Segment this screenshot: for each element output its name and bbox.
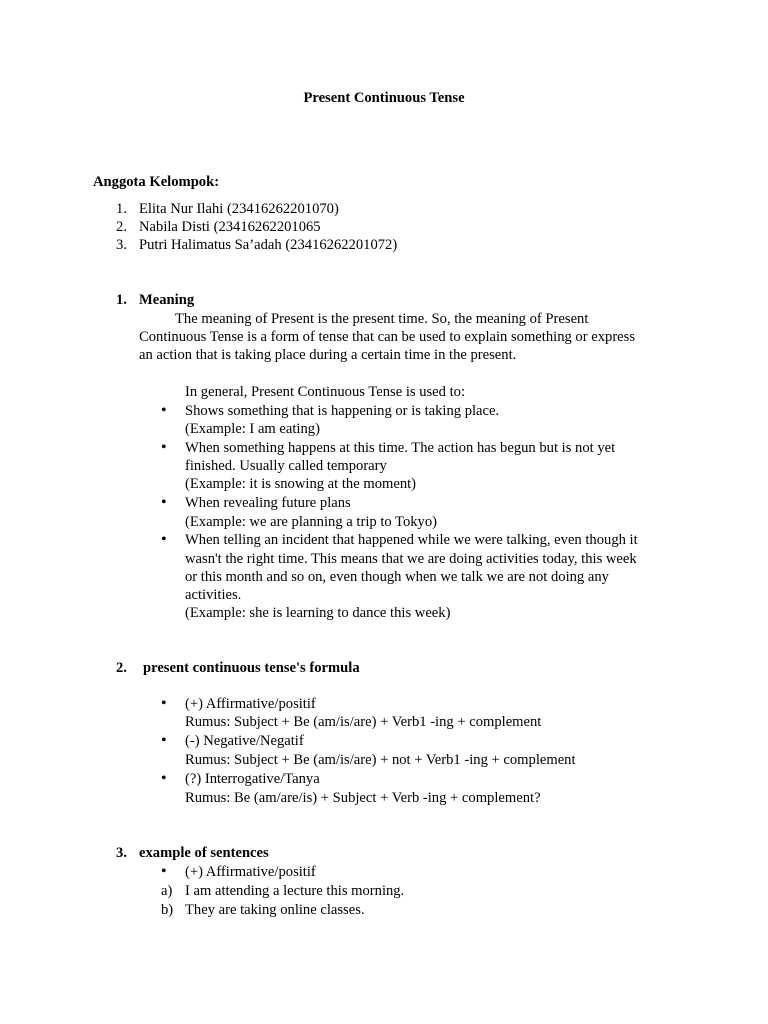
bullet-icon: • [161,695,167,712]
formula-line: Rumus: Be (am/are/is) + Subject + Verb -ing + complement? [185,790,541,806]
bullet-line: When revealing future plans [185,495,351,511]
bullet-line: When something happens at this time. The action has begun but is not yet [185,440,616,456]
section-number: 2. [116,660,127,676]
bullet-line: activities. [185,587,242,603]
bullet-line: (?) Interrogative/Tanya [185,771,320,787]
bullet-line: or this month and so on, even though when we talk we are not doing any [185,569,609,585]
member-number: 2. [116,219,127,235]
bullet-line: (-) Negative/Negatif [185,733,304,749]
group-heading: Anggota Kelompok: [93,174,220,190]
bullet-line: (Example: I am eating) [185,421,320,437]
bullet-line: wasn't the right time. This means that we are doing activities today, this week [185,551,637,567]
paragraph-line: The meaning of Present is the present time. So, the meaning of Present [175,311,589,327]
bullet-line: Shows something that is happening or is taking place. [185,403,500,419]
bullet-line: (Example: it is snowing at the moment) [185,476,417,492]
formula-line: Rumus: Subject + Be (am/is/are) + not + Verb1 -ing + complement [185,752,576,768]
bullet-icon: • [161,494,167,511]
bullet-icon: • [161,863,167,880]
member-number: 1. [116,201,127,217]
paragraph-line: an action that is taking place during a certain time in the present. [139,347,517,363]
usage-intro: In general, Present Continuous Tense is used to: [185,384,466,400]
member-item: Elita Nur Ilahi (23416262201070) [139,201,339,217]
example-label: a) [161,883,173,899]
example-label: b) [161,902,174,918]
bullet-line: (Example: we are planning a trip to Tokyo) [185,514,437,530]
bullet-line: (+) Affirmative/positif [185,696,316,712]
bullet-icon: • [161,770,167,787]
section-number: 1. [116,292,127,308]
page-title: Present Continuous Tense [303,90,465,106]
bullet-icon: • [161,531,167,548]
member-item: Nabila Disti (23416262201065 [139,219,321,235]
bullet-line: finished. Usually called temporary [185,458,387,474]
bullet-icon: • [161,402,167,419]
section-heading-formula: present continuous tense's formula [143,660,360,676]
section-heading-examples: example of sentences [139,845,269,861]
member-item: Putri Halimatus Sa’adah (23416262201072) [139,237,398,253]
bullet-line: (Example: she is learning to dance this week) [185,605,451,621]
bullet-icon: • [161,439,167,456]
bullet-line: When telling an incident that happened while we were talking, even though it [185,532,638,548]
section-heading-meaning: Meaning [139,292,195,308]
bullet-icon: • [161,732,167,749]
section-number: 3. [116,845,127,861]
formula-line: Rumus: Subject + Be (am/is/are) + Verb1 -ing + complement [185,714,542,730]
example-sentence: I am attending a lecture this morning. [185,883,405,899]
example-sentence: They are taking online classes. [185,902,365,918]
member-number: 3. [116,237,127,253]
bullet-line: (+) Affirmative/positif [185,864,316,880]
paragraph-line: Continuous Tense is a form of tense that can be used to explain something or express [139,329,636,345]
